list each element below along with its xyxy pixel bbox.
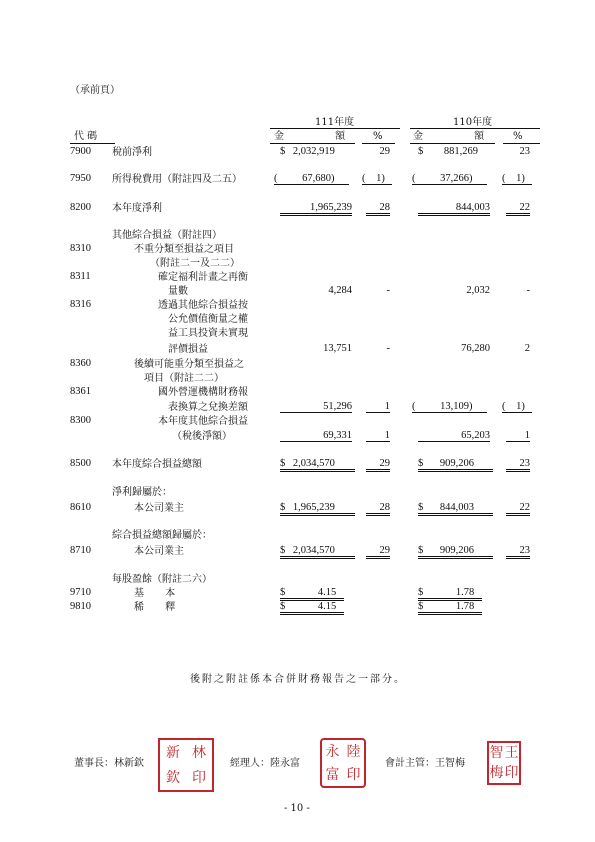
pct-110: 23 (506, 545, 530, 559)
amount-111: 69,331 (280, 430, 352, 442)
row-label: 量數 (168, 286, 188, 297)
amount-110: $ 881,269 (418, 146, 478, 157)
amount-111: $ 1,965,239 (280, 502, 355, 516)
footnote: 後附之附註係本合併財務報告之一部分。 (190, 674, 406, 685)
row-code: 7900 (70, 146, 91, 157)
amount-111: 4,284 (328, 285, 352, 296)
year-header-110: 110年度 (453, 117, 493, 128)
row-code: 9810 (70, 601, 91, 612)
row-label: （稅後淨額） (172, 431, 232, 442)
pct-110: 1 (506, 430, 530, 442)
row-label: 綜合損益總額歸屬於： (112, 530, 212, 541)
amount-111: $ 2,034,570 (280, 458, 355, 472)
pct-111: 1 (366, 401, 390, 413)
row-label: 國外營運機構財務報 (158, 387, 248, 398)
row-label: 確定福利計畫之再衡 (158, 272, 248, 283)
row-label: 公允價值衡量之權 (168, 314, 248, 325)
manager-signature-label: 經理人：陸永富 (230, 758, 300, 769)
row-label: 項目（附註二二） (144, 373, 224, 384)
pct-111: - (386, 285, 390, 296)
amount-header-110: 金 額 (413, 131, 509, 142)
amount-111: $ 2,034,570 (280, 545, 355, 559)
amount-110: 844,003 (418, 202, 490, 216)
continued-note: （承前頁） (70, 85, 120, 96)
row-code: 8310 (70, 243, 91, 254)
pct-110: 23 (506, 458, 530, 472)
amount-header-111: 金 額 (274, 131, 370, 142)
manager-seal-icon: 永 陸 富 印 (320, 738, 366, 788)
row-label: 本年度綜合損益總額 (112, 459, 202, 470)
row-label: 評價損益 (168, 344, 208, 355)
row-code: 8311 (70, 271, 91, 282)
row-label: 本年度其他綜合損益 (158, 416, 248, 427)
pct-110: 22 (506, 202, 530, 216)
amount-110: ( 13,109) (412, 401, 487, 413)
pct-110: - (526, 285, 530, 296)
pct-110: ( 1) (502, 173, 532, 185)
amount-110: $ 844,003 (418, 502, 493, 516)
amount-111: ( 67,680) (274, 173, 349, 185)
amount-110: $ 1.78 (418, 587, 482, 601)
row-label: 本公司業主 (134, 546, 184, 557)
row-label: 所得稅費用（附註四及二五） (112, 174, 242, 185)
row-code: 8360 (70, 358, 91, 369)
amount-111: 51,296 (280, 401, 352, 413)
amount-110: ( 37,266) (412, 173, 487, 185)
row-label: 透過其他綜合損益按 (158, 300, 248, 311)
amount-110: 76,280 (461, 343, 490, 354)
row-label: 後續可能重分類至損益之 (134, 359, 244, 370)
amount-111: $ 2,032,919 (280, 146, 335, 157)
row-label: 不重分類至損益之項目 (134, 244, 234, 255)
row-code: 8500 (70, 458, 91, 469)
row-code: 8361 (70, 386, 91, 397)
row-code: 8200 (70, 202, 91, 213)
pct-111: - (386, 343, 390, 354)
pct-111: 29 (366, 458, 390, 472)
amount-111: $ 4.15 (280, 587, 344, 601)
row-label: 本公司業主 (134, 503, 184, 514)
row-label: 其他綜合損益（附註四） (112, 230, 222, 241)
row-label: 本年度淨利 (112, 203, 162, 214)
pct-110: 22 (506, 502, 530, 516)
chairman-signature-label: 董事長：林新欽 (74, 758, 144, 769)
amount-110: 65,203 (418, 430, 490, 442)
amount-111: 13,751 (323, 343, 352, 354)
amount-111: 1,965,239 (280, 202, 352, 216)
amount-110: $ 909,206 (418, 458, 493, 472)
row-label: 稀 釋 (134, 602, 176, 613)
pct-header-110: % (513, 131, 523, 142)
amount-111: $ 4.15 (280, 601, 344, 615)
row-label: 表換算之兌換差額 (168, 402, 248, 413)
row-code: 8610 (70, 502, 91, 513)
amount-110: $ 909,206 (418, 545, 493, 559)
pct-111: 29 (366, 545, 390, 559)
row-code: 9710 (70, 587, 91, 598)
pct-110: 2 (524, 343, 530, 354)
row-code: 8300 (70, 415, 91, 426)
row-label: 基 本 (134, 588, 176, 599)
pct-110: 23 (519, 146, 530, 157)
pct-111: 28 (366, 502, 390, 516)
row-code: 8710 (70, 545, 91, 556)
amount-110: 2,032 (466, 285, 490, 296)
row-label: （附註二一及二二） (150, 258, 240, 269)
row-label: 稅前淨利 (112, 147, 152, 158)
row-label: 淨利歸屬於： (112, 487, 172, 498)
accountant-signature-label: 會計主管：王智梅 (385, 758, 465, 769)
chairman-seal-icon: 新 林 欽 印 (158, 738, 214, 792)
row-code: 8316 (70, 299, 91, 310)
accountant-seal-icon: 智 王 梅 印 (487, 741, 521, 785)
pct-111: 29 (379, 146, 390, 157)
amount-110: $ 1.78 (418, 601, 482, 615)
pct-111: ( 1) (362, 173, 392, 185)
row-code: 7950 (70, 173, 91, 184)
row-label: 每股盈餘（附註二六） (112, 574, 212, 585)
page-number: - 10 - (284, 803, 310, 814)
row-label: 益工具投資未實現 (168, 328, 248, 339)
pct-111: 28 (366, 202, 390, 216)
code-header: 代 碼 (74, 131, 98, 142)
pct-110: ( 1) (502, 401, 532, 413)
pct-header-111: % (373, 131, 383, 142)
year-header-111: 111年度 (315, 117, 355, 128)
pct-111: 1 (366, 430, 390, 442)
